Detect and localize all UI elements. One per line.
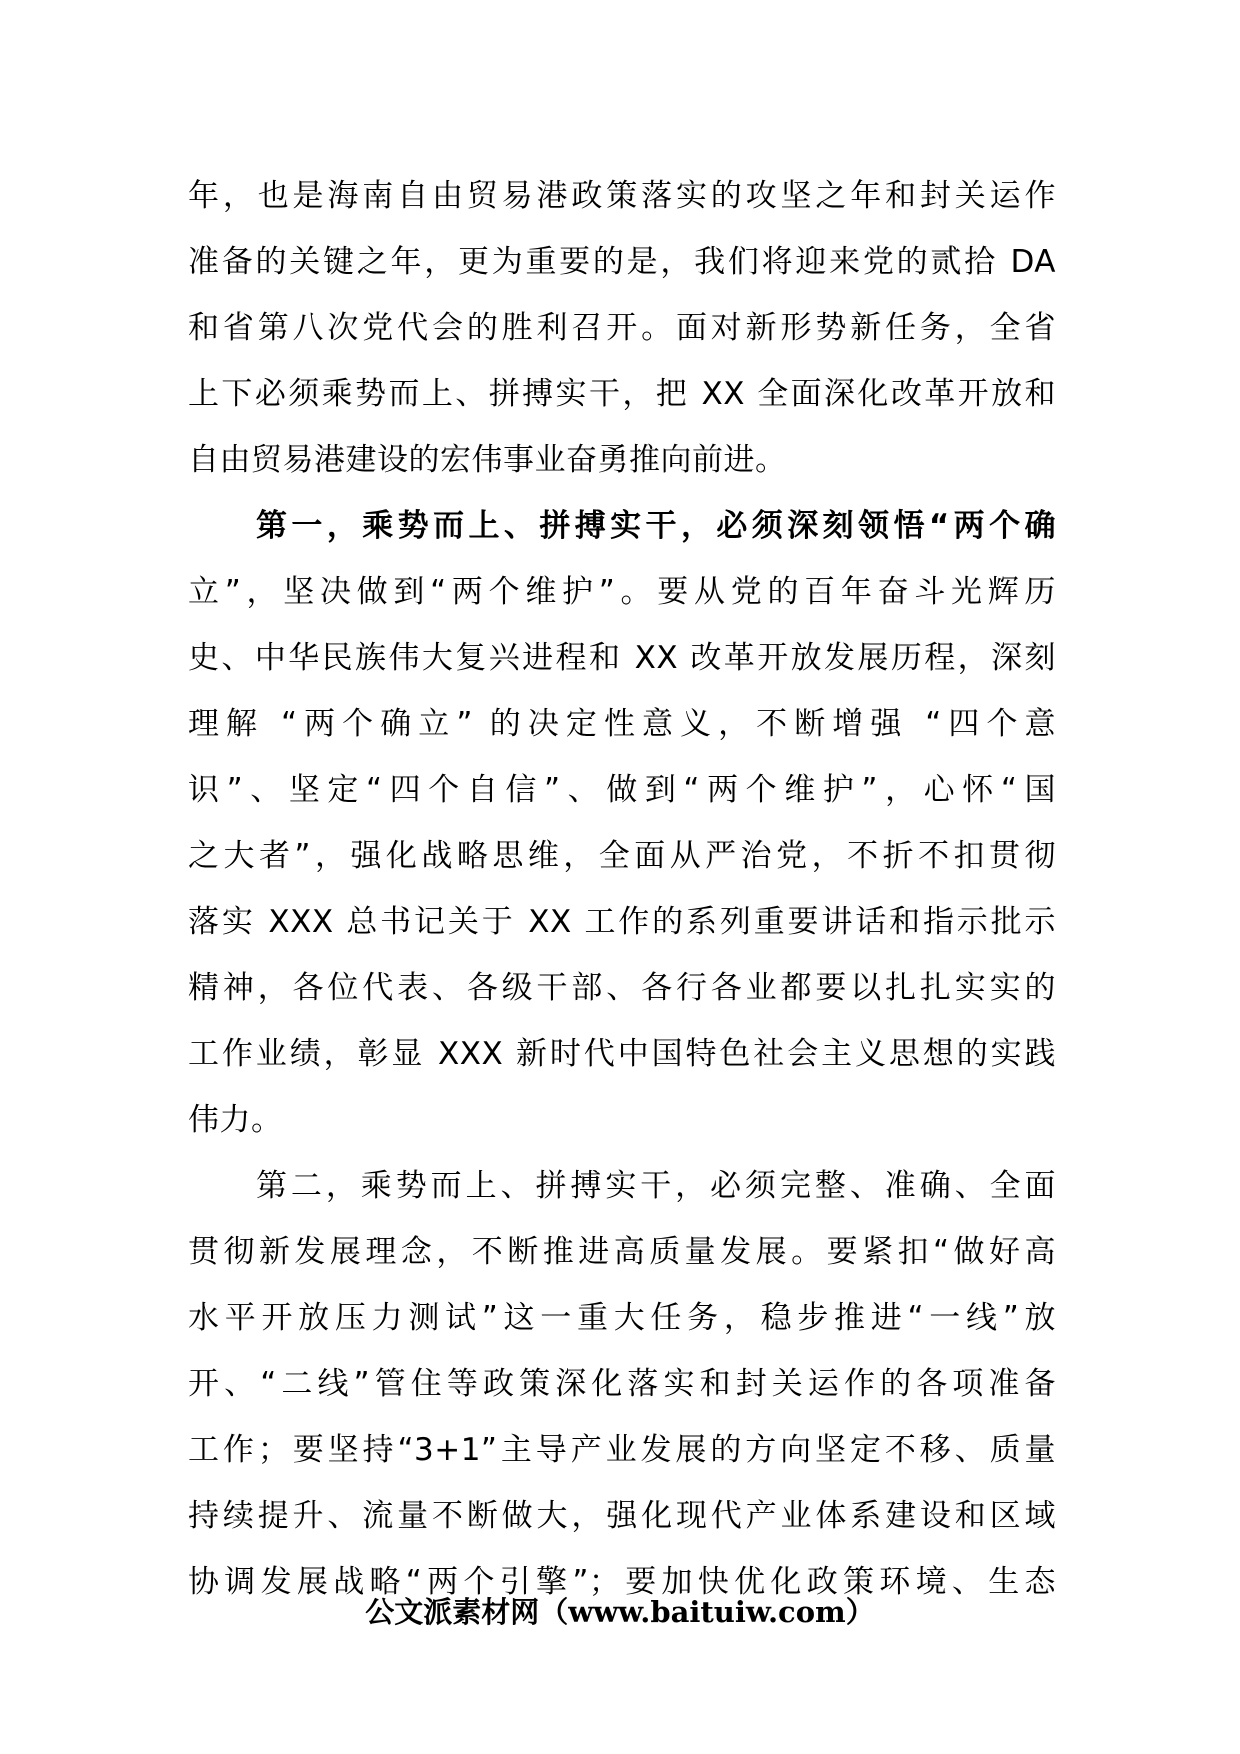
text-line: 识”、坚定“四个自信”、做到“两个维护”，心怀“国 — [188, 772, 1056, 808]
text-line-heading: 第二，乘势而上、拼搏实干，必须完整、准确、全面 — [256, 1168, 1056, 1204]
text-line: 持续提升、流量不断做大，强化现代产业体系建设和区域 — [188, 1498, 1056, 1534]
text-line: 之大者”，强化战略思维，全面从严治党，不折不扣贯彻 — [188, 838, 1056, 874]
text-line: 落实 XXX 总书记关于 XX 工作的系列重要讲话和指示批示 — [188, 904, 1056, 940]
text-line: 水平开放压力测试”这一重大任务，稳步推进“一线”放 — [188, 1300, 1056, 1336]
text-line: 贯彻新发展理念，不断推进高质量发展。要紧扣“做好高 — [188, 1234, 1056, 1270]
document-body — [188, 163, 1056, 1615]
text-line-heading: 第一，乘势而上、拼搏实干，必须深刻领悟“两个确 — [256, 508, 1056, 544]
text-line: 理解 “两个确立” 的决定性意义，不断增强 “四个意 — [188, 706, 1056, 742]
text-line: 协调发展战略“两个引擎”；要加快优化政策环境、生态 — [188, 1564, 1056, 1600]
text-line: 准备的关键之年，更为重要的是，我们将迎来党的贰拾 DA — [188, 244, 1056, 280]
text-line: 年，也是海南自由贸易港政策落实的攻坚之年和封关运作 — [188, 178, 1056, 214]
text-line: 伟力。 — [188, 1102, 283, 1138]
text-line: 上下必须乘势而上、拼搏实干，把 XX 全面深化改革开放和 — [188, 376, 1056, 412]
text-line: 和省第八次党代会的胜利召开。面对新形势新任务，全省 — [188, 310, 1056, 346]
text-line: 立”，坚决做到“两个维护”。要从党的百年奋斗光辉历 — [188, 574, 1056, 610]
text-line: 工作；要坚持“3+1”主导产业发展的方向坚定不移、质量 — [188, 1432, 1056, 1468]
text-line: 史、中华民族伟大复兴进程和 XX 改革开放发展历程，深刻 — [188, 640, 1056, 676]
paragraph-first-point — [188, 493, 1056, 1153]
text-line: 工作业绩，彰显 XXX 新时代中国特色社会主义思想的实践 — [188, 1036, 1056, 1072]
text-line: 精神，各位代表、各级干部、各行各业都要以扎扎实实的 — [188, 970, 1056, 1006]
footer-watermark: 公文派素材网（www.baituiw.com） — [365, 1595, 875, 1629]
paragraph-second-point — [188, 1153, 1056, 1615]
paragraph-intro — [188, 163, 1056, 493]
text-line: 自由贸易港建设的宏伟事业奋勇推向前进。 — [188, 442, 787, 478]
text-line: 开、“二线”管住等政策深化落实和封关运作的各项准备 — [188, 1366, 1056, 1402]
